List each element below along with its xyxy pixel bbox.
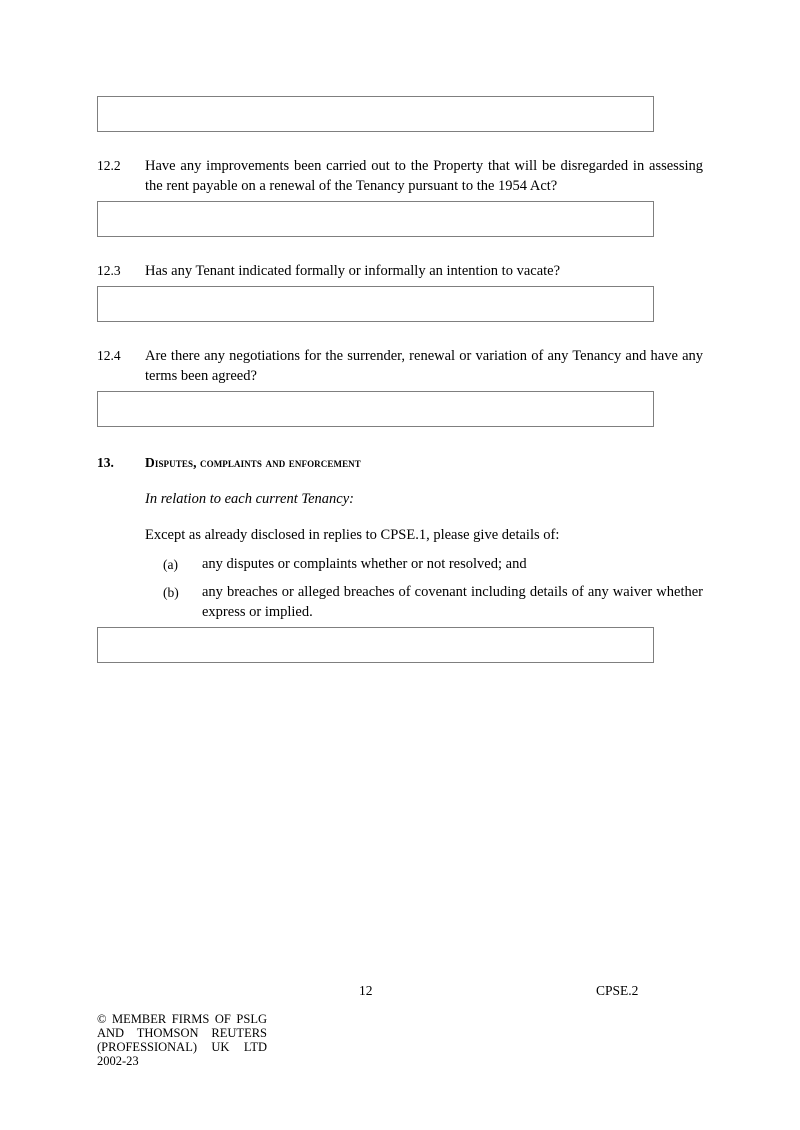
question-number-12-3: 12.3 (97, 263, 121, 278)
document-code: CPSE.2 (596, 983, 639, 998)
page-number: 12 (359, 983, 373, 998)
section-paragraph: Except as already disclosed in replies to CPSE.1, please give details of: (145, 527, 560, 543)
answer-box-12-4[interactable] (97, 391, 654, 427)
item-label-a: (a) (163, 557, 178, 572)
item-label-b: (b) (163, 585, 179, 600)
section-intro: In relation to each current Tenancy: (145, 491, 354, 507)
copyright-notice (97, 1012, 267, 1068)
answer-box-13[interactable] (97, 627, 654, 663)
question-number-12-2: 12.2 (97, 158, 121, 173)
question-number-12-4: 12.4 (97, 348, 121, 363)
question-text-12-2: Have any improvements been carried out to the Property that will be disregarded in assessing the rent payable on a renewal of the Tenancy pursuant to the 1954 Act? (145, 158, 703, 194)
copyright-years: 2002-23 (97, 1054, 139, 1068)
item-text-b: any breaches or alleged breaches of covenant including details of any waiver whether express or implied. (202, 584, 703, 620)
answer-box-12-2[interactable] (97, 201, 654, 237)
answer-box-12-1[interactable] (97, 96, 654, 132)
answer-box-12-3[interactable] (97, 286, 654, 322)
question-text-12-3: Has any Tenant indicated formally or informally an intention to vacate? (145, 263, 561, 279)
copyright-text: © MEMBER FIRMS OF PSLG AND THOMSON REUTERS (PROFESSIONAL) UK LTD (97, 1012, 267, 1054)
item-text-a: any disputes or complaints whether or not resolved; and (202, 556, 527, 572)
question-text-12-4: Are there any negotiations for the surrender, renewal or variation of any Tenancy and have any terms been agreed? (145, 348, 703, 384)
section-number: 13. (97, 455, 114, 470)
section-heading: Disputes, complaints and enforcement (145, 455, 361, 470)
